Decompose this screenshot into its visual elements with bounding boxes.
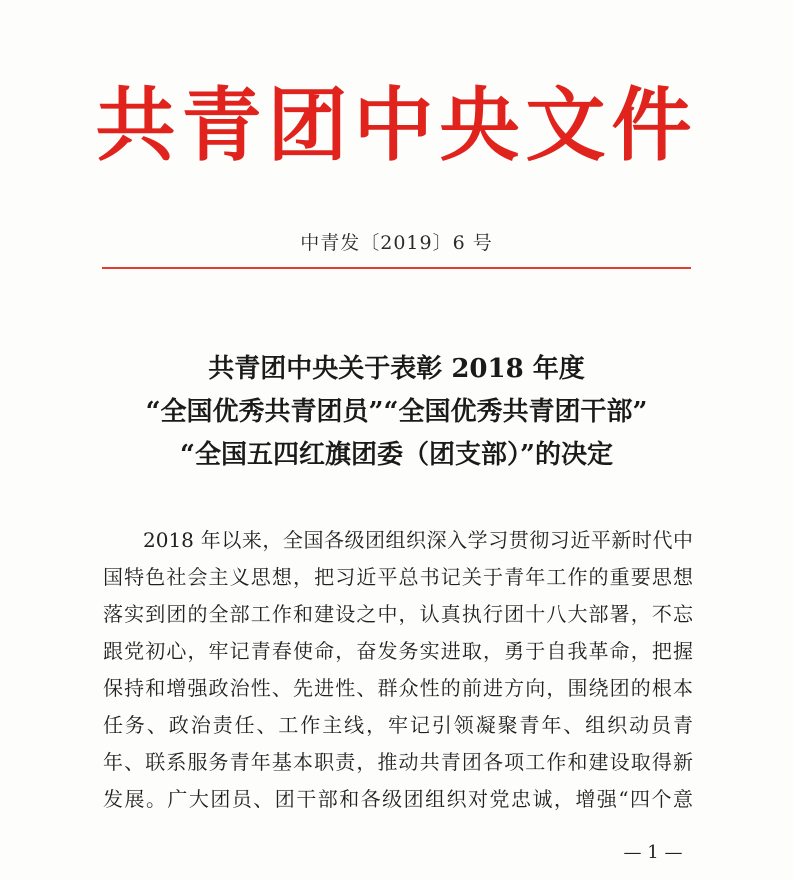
body-line: 落实到团的全部工作和建设之中，认真执行团十八大部署，不忘 — [103, 602, 693, 626]
title-line: “全国五四红旗团委（团支部）”的决定 — [180, 440, 613, 470]
page-number: — 1 — — [623, 842, 683, 863]
body-line: 跟党初心，牢记青春使命，奋发务实进取，勇于自我革命，把握 — [103, 639, 693, 663]
document-title — [0, 348, 793, 477]
masthead-title: 共青团中央文件 — [95, 79, 698, 172]
body-line: 国特色社会主义思想，把习近平总书记关于青年工作的重要思想 — [103, 565, 693, 589]
body-line: 保持和增强政治性、先进性、群众性的前进方向，围绕团的根本 — [103, 676, 693, 700]
body-paragraph — [103, 522, 693, 818]
title-line: 共青团中央关于表彰 2018 年度 — [208, 354, 585, 384]
body-line: 2018 年以来，全国各级团组织深入学习贯彻习近平新时代中 — [143, 528, 693, 552]
body-line: 发展。广大团员、团干部和各级团组织对党忠诚，增强“四个意 — [103, 787, 693, 811]
body-line: 年、联系服务青年基本职责，推动共青团各项工作和建设取得新 — [103, 750, 693, 774]
red-divider-line — [102, 267, 691, 269]
document-number: 中青发〔2019〕6 号 — [300, 232, 493, 254]
title-line: “全国优秀共青团员”“全国优秀共青团干部” — [145, 397, 648, 427]
body-line: 任务、政治责任、工作主线，牢记引领凝聚青年、组织动员青 — [103, 713, 693, 737]
